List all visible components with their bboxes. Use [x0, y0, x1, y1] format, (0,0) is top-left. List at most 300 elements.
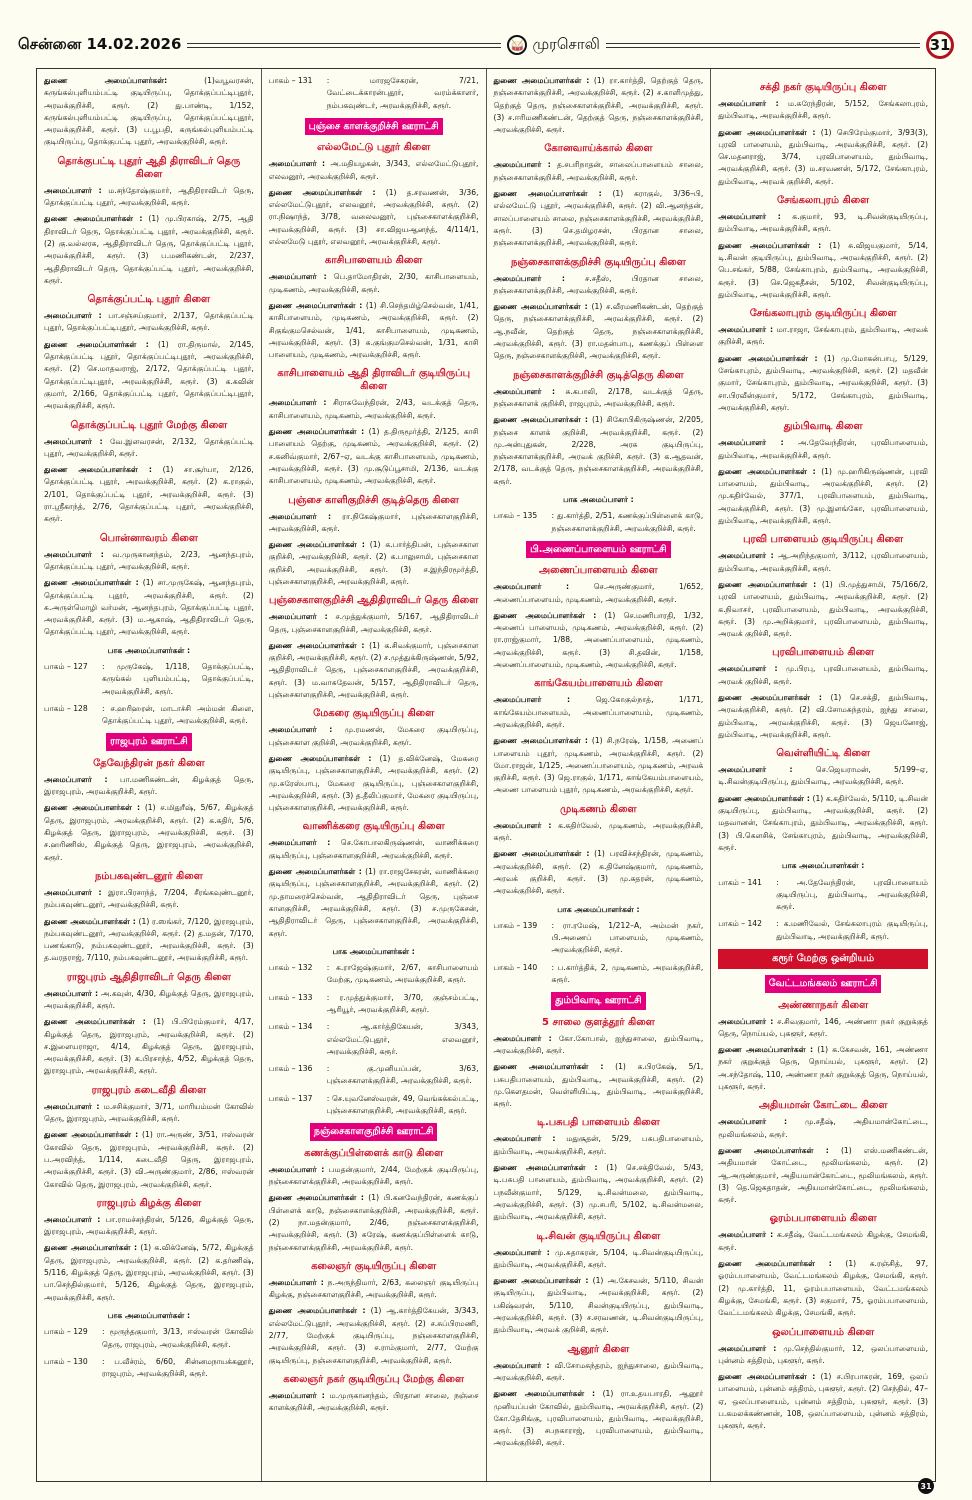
- branch-heading: தொக்குபட்டி புதூர் ஆதி திராவிடர் தெரு கிளை: [57, 155, 241, 180]
- branch-heading: கோனவாய்க்கால் கிளை: [544, 143, 653, 155]
- member-details: செ.ஜெயராமன், 5/199–ஏ, டி.சிவன்குடியிருப்பு, தும்பிவாடி, அரவக்குறிச்சி, கரூர்.: [718, 765, 928, 787]
- booth-number: பாகம் – 139: [493, 920, 538, 930]
- role-label: அமைப்பாளர் :: [718, 99, 779, 108]
- role-label: அமைப்பாளர் :: [44, 1101, 100, 1111]
- member-details: க.சதீஷ், வேட்டமங்கலம் கிழக்கு, சேமங்கி, கரூர்.: [718, 1230, 928, 1252]
- member-details: க.கதிர்வேல், முடிகணம், அரவக்குறிச்சி, கரூர்.: [493, 820, 704, 843]
- role-label: அமைப்பாளர் :: [44, 887, 102, 897]
- member-entry: [718, 692, 928, 741]
- role-label: அமைப்பாளர் :: [44, 311, 102, 321]
- role-label: துணை அமைப்பாளர்கள் :: [718, 353, 818, 363]
- section-subheading: பாக அமைப்பாளர்கள் :: [557, 904, 640, 914]
- member-entry: [718, 1016, 928, 1041]
- member-entry: [269, 1390, 479, 1415]
- member-details: (1) த.விக்னேஷ், மேகரை குடியிருப்பு, புஞ்சைகாளகுறிச்சி, அரவக்குறிச்சி, கரூர். (2) மு.சுரேஸ்பாபு, மேகரை குடியிருப்பு, புஞ்சைகாளகுறிச்சி, அரவக்குறிச்சி, கரூர். (3) த.தீலிப்குமார், மேகரை குடியிருப்பு, புஞ்சைகாளகுறிச்சி, அரவக்குறிச்சி, கரூர்.: [268, 753, 479, 813]
- role-label: துணை அமைப்பாளர்கள் :: [718, 692, 822, 702]
- member-entry: [718, 1258, 928, 1319]
- role-label: துணை அமைப்பாளர்கள் :: [493, 1062, 604, 1072]
- member-entry: [44, 774, 254, 799]
- member-entry: [718, 793, 928, 854]
- member-details: ஜெ.கோகுல்நாத், 1/171, காங்கேயம்பாளையம், அணைப்பாளையம், முடிகணம், அரவக்குறிச்சி, கரூர்.: [493, 695, 704, 729]
- member-entry: [44, 185, 254, 210]
- member-details: ச.முத்துக்குமார், 5/167, ஆதிதிராவிடர் தெரு, புஞ்சைகாளகுறிச்சி, அரவக்குறிச்சி, கரூர்.: [268, 612, 479, 634]
- member-entry: [269, 426, 479, 487]
- booth-number: பாகம் – 142: [718, 919, 762, 929]
- role-label: துணை அமைப்பாளர்கள் :: [493, 415, 588, 425]
- booth-organiser: : கு.முனியப்பன், 3/63, புஞ்சைகாளக்குறிச்சி, அரவக்குறிச்சி, கரூர்.: [326, 1064, 479, 1086]
- booth-number: பாகம் – 140: [493, 962, 538, 972]
- member-details: மு.சுதாகரன், 5/104, டி.சிவன்குடியிருப்பு, தும்பிவாடி, அரவக்குறிச்சி, கரூர்.: [493, 1247, 704, 1269]
- role-label: துணை அமைப்பாளர்கள் :: [493, 189, 602, 199]
- branch-heading: நம்பகவுண்டனூர் கிளை: [95, 870, 203, 882]
- member-entry: [44, 577, 254, 638]
- member-entry: [494, 820, 704, 845]
- booth-organiser: : ர.முத்துக்குமார், 3/70, குஞ்சம்பட்டி, ஆரியூர், அரவக்குறிச்சி, கரூர்.: [326, 992, 479, 1014]
- member-details: ரா.நிகேஷ்குமார், புஞ்சைகாளகுறிச்சி, அரவக்குறிச்சி, கரூர்.: [268, 511, 479, 533]
- panchayat-heading: நஞ்சைகாளகுறிச்சி ஊராட்சி: [310, 1123, 438, 1140]
- page-number-footer: 31: [918, 1478, 934, 1494]
- role-label: அமைப்பாளர் :: [268, 838, 331, 848]
- booth-entry: [44, 1356, 254, 1381]
- booth-entry: [494, 962, 704, 987]
- branch-heading: ஆனூர் கிளை: [567, 1343, 630, 1355]
- member-details: ந.அருந்திமார், 2/63, கலைஞர் குடியிருப்பு கிழக்கு, நஞ்சைகாளகுறிச்சி, அரவக்குறிச்சி, கரூர்.: [268, 1277, 479, 1300]
- edition-date: சென்னை 14.02.2026: [18, 35, 182, 53]
- role-label: அமைப்பாளர் :: [493, 386, 556, 396]
- role-label: அமைப்பாளர் :: [718, 664, 778, 674]
- member-entry: [44, 436, 254, 461]
- member-details: பா.மணிகண்டன், கிழக்குத் தெரு, இராஜபுரம், அரவக்குறிச்சி, கரூர்.: [44, 774, 254, 797]
- booth-organiser: : ரா.ரமேஷ், 1/212–A, அம்மன் நகர், பி.அணைப் பாளையம், முடிகணம், அரவக்குறிச்சி, கரூர்.: [551, 920, 704, 955]
- role-label: துணை அமைப்பாளர்கள் :: [718, 127, 816, 137]
- member-details: (1) மு.மோகன்பாபு, 5/129, சேங்காபுரம், தும்பிவாடி, அரவக்குறிச்சி, கரூர். (2) மதவீன் குமார், சேங்காபுரம், தும்பிவாடி, அரவக்குறிச்சி, கரூர். (3) சா.பிரவீன்குமார், 5/172, சேங்காபுரம், தும்பிவாடி, அரவக்குறிச்சி, கரூர்.: [718, 353, 928, 412]
- member-entry: [718, 1145, 928, 1206]
- branch-heading: ராஜபுரம் ஆதிதிராவிடர் தெரு கிளை: [66, 971, 231, 983]
- member-details: சிராசுவேந்திரன், 2/43, வடக்குத் தெரு, காசிபாளையம், முடிகணம், அரவக்குறிச்சி, கரூர்.: [268, 398, 479, 420]
- role-label: துணை அமைப்பாளர்கள் :: [718, 1372, 816, 1382]
- member-details: ம.முருகானந்தம், பிரதான சாலை, நஞ்சை காளக்குறிச்சி, அரவக்குறிச்சி, கரூர்.: [268, 1390, 479, 1413]
- member-details: (1) த.சரவணன், 3/36, எல்லமேட்டுபுதூர், எலவனூர், அரவக்குறிச்சி, கரூர். (2) ரா.நிஷாந்த், 3/78, வலைவனூர், புஞ்சைகாளக்குறிச்சி, அரவக்குறிச்சி, கரூர். (3) சா.விஜயஆனந்த், 4/114/1, எல்லமேடு புதூர், எலவனூர், அரவக்குறிச்சி, கரூர்.: [268, 187, 479, 247]
- booth-number: பாகம் – 131: [268, 76, 313, 85]
- member-details: (1) பி.முத்துசாமி, 75/166/2, புரவி பாளையம், தும்பிவாடி, அரவக்குறிச்சி, கரூர். (2) க.நிவாசர், புரவிபாளையம், தும்பிவாடி, அரவக்குறிச்சி, கரூர். (3) மு.அறிக்குமார், புரவிபாளையம், தும்பிவாடி, அரவக் குறிச்சி, கரூர்.: [718, 579, 928, 639]
- role-label: துணை அமைப்பாளர்கள் :: [44, 578, 139, 588]
- newspaper-name: [507, 35, 600, 55]
- booth-number: பாகம் – 128: [44, 703, 88, 713]
- member-entry: [44, 213, 254, 287]
- member-entry: [44, 464, 254, 525]
- booth-organiser: : ச.ஹரிஹரன், மாடாச்சி அம்மன் கிளை, தொக்குப்பட்டி புதூர், அரவக்குறிச்சி, கரூர்.: [102, 703, 254, 726]
- member-entry: [718, 1116, 928, 1141]
- member-details: ம.சந்தோஷ்குமார், ஆதிதிராவிடர் தெரு, தொக்குப்பட்டி புதூர், அரவக்குறிச்சி, கரூர்.: [44, 185, 254, 208]
- booth-organiser: : செ.யுவனேஸ்வரன், 49, வெங்கக்கல்பட்டி, புஞ்சைகாளகுறிச்சி, அரவக்குறிச்சி, கரூர்.: [326, 1093, 479, 1116]
- booth-organiser: : அ.தேவேந்திரன், புரவிபாளையம் குடியிருப்பு, தும்பிவாடி, அரவக்குறிச்சி, கரூர்.: [776, 877, 928, 912]
- branch-heading: கலைஞர் நகர் குடியிருப்பு மேற்கு கிளை: [283, 1373, 464, 1385]
- member-details: செ.கோபாலகிருஷ்ணன், வாணிக்கரை குடியிருப்பு, புஞ்சைகாளகுறிச்சி, அரவக்குறிச்சி, கரூர்.: [268, 838, 479, 860]
- booth-number: பாகம் – 134: [268, 1022, 313, 1032]
- role-label: துணை அமைப்பாளர்கள் :: [493, 302, 588, 312]
- role-label: துணை அமைப்பாளர்கள் :: [718, 793, 810, 803]
- member-entry: [718, 1343, 928, 1368]
- booth-organiser: : முருகேஷ், 1/118, தொக்குப்பட்டி, கருங்கல் புளியம்பட்டி, தொக்குப்பட்டி, அரவக்குறிச்சி, கரூர்.: [102, 661, 254, 696]
- member-entry: [269, 1164, 479, 1189]
- member-details: (1) க.சிவக்குமார், புஞ்சைகாள குறிச்சி, அரவக்குறிச்சி, கரூர். (2) ச.முத்துக்கிருஷ்ணன், 5/92, ஆதிதிராவிடர் தெரு, புஞ்சைகாளகுறிச்சி, அரவக்குறிச்சி, கரூர். (3) ம.வாசுதேவன், 5/157, ஆதிதிராவிடர் தெரு, புஞ்சைகாளகுறிச்சி, அரவக்குறிச்சி, கரூர்.: [268, 640, 479, 700]
- role-label: துணை அமைப்பாளர்கள்:: [44, 76, 168, 85]
- role-label: அமைப்பாளர் :: [268, 1164, 325, 1174]
- member-entry: [494, 159, 704, 184]
- section-subheading: பாக அமைப்பாளர் :: [563, 495, 634, 505]
- member-entry: [269, 837, 479, 862]
- branch-heading: சேங்கலாபுரம் குடியிருப்பு கிளை: [749, 308, 897, 320]
- member-details: (1) க.பார்த்திபன், புஞ்சைகாள குறிச்சி, அரவக்குறிச்சி, கரூர். (2) க.பாலுசாமி, புஞ்சைகாள குறிச்சி, அரவக்குறிச்சி, கரூர். (3) ச.இந்திரமூர்த்தி, புஞ்சைகாளகுறிச்சி, அரவக்குறிச்சி, கரூர்.: [268, 540, 479, 586]
- role-label: அமைப்பாளர் :: [493, 1360, 550, 1370]
- member-entry: [269, 611, 479, 636]
- branch-heading: டி.சிவன் குடியிருப்பு கிளை: [536, 1230, 661, 1242]
- section-subheading: பாக அமைப்பாளர்கள் :: [781, 861, 865, 871]
- role-label: அமைப்பாளர் :: [493, 695, 571, 705]
- member-entry: [44, 988, 254, 1013]
- member-entry: [44, 1214, 254, 1239]
- member-details: (1) செ.மணிபாரதி, 1/32, அணைப் பாளையம், முடிகணம், அரவக்குறிச்சி, கரூர். (2) ரா.ராஜ்குமார், 1/88, அணைப்பாளையம், முடிகணம், அரவக்குறிச்சி, கரூர். (3) சி.தவின், 1/158, அணைப்பாளையம், முடிகணம், அரவக்குறிச்சி, கரூர்.: [493, 610, 704, 670]
- member-details: (1) செ.சக்திவேல், 5/43, டி.பசுபதி பாளையம், தும்பிவாடி, அரவக்குறிச்சி, கரூர். (2) பநவீன்குமார், 5/129, டி.சிவன்மலை, தும்பிவாடி, அரவக்குறிச்சி, கரூர். (3) மு.சபரி, 5/102, டி.சிவன்மலை, தும்பிவாடி, அரவக்குறிச்சி, கரூர்.: [493, 1163, 704, 1222]
- role-label: துணை அமைப்பாளர்கள் :: [268, 540, 365, 550]
- member-details: வே.இளவரசன், 2/132, தொக்குப்பட்டி புதூர், அரவக்குறிச்சி, கரூர்.: [44, 436, 254, 458]
- member-entry: [718, 1371, 928, 1432]
- role-label: துணை அமைப்பாளர்கள் :: [493, 1389, 596, 1399]
- booth-organiser: : க.மணிவேல், சேங்கலாபுரம் குடியிருப்பு, தும்பிவாடி, அரவக்குறிச்சி, கரூர்.: [776, 919, 928, 941]
- article-frame: [36, 68, 936, 1482]
- member-entry: [494, 581, 704, 606]
- member-entry: [494, 273, 704, 298]
- member-details: (1) செபிரேம்குமார், 3/93(3), புரவி பாளையம், தும்பிவாடி, அரவக்குறிச்சி, கரூர். (2) செ.மதனராஜ், 3/74, புரவிபாளையம், தும்பிவாடி, அரவக்குறிச்சி, கரூர். (3) ம.சரவணன், 5/172, சேங்காபுரம், தும்பிவாடி, அரவக் குறிச்சி, கரூர்.: [718, 127, 929, 186]
- member-entry: [44, 802, 254, 863]
- member-details: பா.ராமச்சந்திரன், 5/126, கிழக்குத் தெரு, இராஜபுரம், அரவக்குறிச்சி, கரூர்.: [44, 1214, 254, 1237]
- member-details: (1) எஸ்.மணிகண்டன், அதியமான் கோட்டை, மூலிமங்கலம், கரூர். (2) ஆ.அருண்குமார், அதியமான்கோட்டை, மூலிமங்கலம், கரூர். (3) தெ.ஜெகதாதன், அதியமான்கோட்டை, மூலிமங்கலம், கரூர்.: [718, 1145, 929, 1205]
- member-details: (1) பி.பிரேம்குமார், 4/17, கிழக்குத் தெரு, இராஜபுரம், அரவக்குறிச்சி, கரூர். (2) ச.இளையராஜா, 4/14, கிழக்குத் தெரு, இராஜபுரம், அரவக்குறிச்சி, கரூர். (3) க.பிரசாந்த், 4/52, கிழக்குத் தெரு, இராஜபுரம், அரவக்குறிச்சி, கரூர்.: [44, 1017, 254, 1076]
- member-entry: [269, 271, 479, 296]
- member-entry: [269, 640, 479, 701]
- booth-entry: [269, 992, 479, 1017]
- member-entry: [269, 866, 479, 940]
- member-details: ச.சதீஸ், பிரதான சாலை, நஞ்சைகாளக்குறிச்சி, அரவக்குறிச்சி, கரூர்.: [493, 273, 704, 295]
- role-label: துணை அமைப்பாளர்கள் :: [268, 427, 365, 437]
- newspaper-title: முரசொலி: [532, 35, 600, 53]
- branch-heading: புஞ்சை காளிகுறிச்சி குடித்தெரு கிளை: [288, 494, 459, 506]
- role-label: அமைப்பாளர் :: [44, 988, 99, 998]
- role-label: துணை அமைப்பாளர்கள் :: [493, 1163, 598, 1173]
- member-details: (1) சு.விஜயகுமார், 5/14, டி.சிவன் குடியிருப்பு, தும்பிவாடி, அரவக்குறிச்சி, கரூர். (2) பெ.சங்கர், 5/88, சேங்காபுரம், தும்பிவாடி, அரவக்குறிச்சி, கரூர். (3) செ.ஜெகதீசன், 5/102, சிவன்குடியிருப்பு, தும்பிவாடி, அரவக்குறிச்சி, கரூர்.: [718, 240, 928, 299]
- member-entry: [269, 511, 479, 536]
- branch-heading: அதியமான் கோட்டை கிளை: [758, 1100, 888, 1112]
- role-label: அமைப்பாளர் :: [268, 398, 327, 408]
- booth-number: பாகம் – 133: [268, 992, 313, 1002]
- column-1: [37, 69, 262, 1481]
- branch-heading: புரவிபாளையம் கிளை: [772, 647, 875, 659]
- role-label: துணை அமைப்பாளர்கள் :: [268, 867, 362, 877]
- panchayat-heading: ராஜபுரம் ஊராட்சி: [106, 733, 192, 750]
- member-entry: [44, 310, 254, 335]
- role-label: அமைப்பாளர் :: [44, 774, 108, 784]
- role-label: துணை அமைப்பாளர்கள் :: [44, 1130, 139, 1140]
- role-label: அமைப்பாளர் :: [268, 159, 326, 169]
- member-entry: [718, 353, 928, 414]
- booth-organiser: : து.கார்த்தி, 2/51, கணக்குப்பிள்ளைக் காடு, நஞ்சைகாளக்குறிச்சி, அரவக்குறிச்சி, கரூர்.: [551, 511, 704, 533]
- branch-heading: அண்ணாநகர் கிளை: [778, 999, 869, 1011]
- member-details: (1) மு.பிரகாஷ், 2/75, ஆதி திராவிடர் தெரு, தொக்குப்பட்டி புதூர், அரவக்குறிச்சி, கரூர். (2) கு.வல்லரசு, ஆதிதிராவிடர் தெரு, தொக்குப்பட்டி புதூர், அரவக்குறிச்சி, கரூர். (3) ப.மணிகண்டன், 2/237, ஆதிதிராவிடர் தெரு, தொக்குப்பட்டி புதூர், அரவக்குறிச்சி, கரூர்.: [44, 214, 254, 285]
- booth-entry: [494, 920, 704, 957]
- member-details: (1) பி.கனவேந்திரன், கணக்குப் பிள்ளைக் காடு, நஞ்சைகாளக்குறிச்சி, அரவக்குறிச்சி, கரூர். (2) நா.மதன்குமார், 2/46, நஞ்சைகாளக்குறிச்சி, அரவக்குறிச்சி, கரூர். (3) சுரேஷ், கணக்குப்பிள்ளைக் காடு, நஞ்சைகாளக்குறிச்சி, அரவக்குறிச்சி, கரூர்.: [268, 1193, 479, 1252]
- member-entry: [44, 916, 254, 965]
- role-label: அமைப்பாளர் :: [718, 1016, 774, 1026]
- role-label: துணை அமைப்பாளர்கள் :: [44, 916, 136, 926]
- booth-entry: [718, 918, 928, 943]
- member-details: ம.சசிக்குமார், 3/71, மாரியம்மன் கோவில் தெரு, இராஜபுரம், அரவக்குறிச்சி, கரூர்.: [44, 1101, 254, 1124]
- role-label: அமைப்பாளர் :: [268, 272, 327, 282]
- member-details: மா.ராஜா, சேங்காபுரம், தும்பிவாடி, அரவக் குறிச்சி, கரூர்.: [718, 325, 928, 347]
- member-details: (1) ரா.ராஜசேகரன், வாணிக்கரை குடியிருப்பு, புஞ்சைகாளகுறிச்சி, அரவக்குறிச்சி, கரூர். (2) மு.தாமரைச்செல்வன், ஆதிதிராவிடர் தெரு, புஞ்சை காளகுறிச்சி, அரவக்குறிச்சி, கரூர். (3) ச.முருகேசன், ஆதிதிராவிடர் தெரு, புஞ்சைகாளகுறிச்சி, அரவக்குறிச்சி, கரூர்.: [268, 867, 479, 938]
- member-entry: [269, 1192, 479, 1253]
- role-label: துணை அமைப்பாளர்கள் :: [718, 466, 816, 476]
- member-entry: [44, 549, 254, 574]
- member-entry: [718, 211, 928, 236]
- member-entry: [718, 1229, 928, 1254]
- role-label: அமைப்பாளர் :: [268, 725, 333, 735]
- member-details: மு.பிரபு, புரவிபாளையம், தும்பிவாடி, அரவக் குறிச்சி, கரூர்.: [718, 664, 928, 686]
- booth-organiser: : ப.கார்த்திக், 2, முடிகணம், அரவக்குறிச்சி, கரூர்.: [551, 962, 704, 984]
- member-details: (1) ச.வீரமணிகண்டன், தெற்குத் தெரு, நஞ்சைகாளக்குறிச்சி, அரவக்குறிச்சி, கரூர். (2) ஆ.நவீன், தெற்குத் தெரு, நஞ்சைகாளக்குறிச்சி, அரவக்குறிச்சி, கரூர். (3) ரா.மதன்பாபு, கணக்குப் பிள்ளை தெரு, நஞ்சைகாளக்குறிச்சி, அரவக்குறிச்சி, கரூர்.: [493, 302, 704, 361]
- member-details: அ.மதியழகன், 3/343, எல்லமேட்டுபுதூர், எலவனூர், அரவக்குறிச்சி, கரூர்.: [268, 159, 479, 181]
- branch-heading: சக்தி நகர் குடியிருப்பு கிளை: [759, 82, 887, 93]
- member-details: (1) சி.நரேஷ், 1/158, அணைப் பாளையம் புதூர், முடிகணம், அரவக்குறிச்சி, கரூர். (2) மோ.ராஜன், 1/125, அணைப்பாளையம், முடிகணம், அரவக் குறிச்சி, கரூர். (3) ஜெ.ராகுல், 1/171, காங்கேயம்பாளையம், அணை பாளையம் புதூர், முடிகணம், அரவக்குறிச்சி, கரூர்.: [493, 736, 704, 795]
- member-details: செ.அருண்குமார், 1/652, அணைப்பாளையம், முடிகணம், அரவக்குறிச்சி, கரூர்.: [493, 582, 704, 604]
- member-entry: [718, 324, 928, 349]
- member-details: (1) சி.செந்தமிழ்செல்வன், 1/41, காசிபாளையம், முடிகணம், அரவக்குறிச்சி, கரூர். (2) சிகுங்குமசெல்வன், 1/41, காசிபாளையம், முடிகணம், அரவக்குறிச்சி, கரூர். (3) சு.குங்குமசெல்வன், 1/31, காசி பாளையம், முடிகணம், அரவக்குறிச்சி, கரூர்.: [268, 300, 479, 360]
- member-entry: [718, 764, 928, 789]
- role-label: அமைப்பாளர் :: [268, 1390, 325, 1400]
- branch-heading: புஞ்சைகாளகுறிச்சி ஆதிதிராவிடர் தெரு கிளை: [268, 595, 479, 607]
- column-4: [711, 69, 935, 1481]
- member-details: பெ.தாமோதிரன், 2/30, காசிபாளையம், முடிகணம், அரவக்குறிச்சி, கரூர்.: [268, 272, 479, 294]
- member-entry: [269, 300, 479, 361]
- member-details: மு.செந்தில்குமார், 12, ஒலப்பாளையம், புன்னம் சத்திரம், புகளூர், கரூர்.: [718, 1343, 928, 1365]
- branch-heading: வெள்ளியிட்டி கிளை: [776, 748, 871, 760]
- role-label: அமைப்பாளர் :: [493, 1134, 556, 1144]
- member-entry: [718, 466, 928, 527]
- member-details: (1) ர.ஸங்கர், 7/120, இராஜபுரம், நம்பகவுண்டனூர், அரவக்குறிச்சி, கரூர். (2) த.மதன், 7/170, பணங்காடு, நம்பகவுண்டனூர், அரவக்குறிச்சி, கரூர். (3) த.வரதராஜ், 7/110, நம்பகவுண்டனூர், அரவக்குறிச்சி, கரூர்.: [44, 916, 254, 963]
- member-details: (1) ச.மிதுரீஷ், 5/67, கிழக்குத் தெரு, இராஜபுரம், அரவக்குறிச்சி, கரூர். (2) க.கதிர், 5/6, கிழக்குத் தெரு, இராஜபுரம், அரவக்குறிச்சி, கரூர். (3) ச.ஹரிணிஸ், கிழக்குத் தெரு, இராஜபுரம், அரவக்குறிச்சி, கரூர்.: [44, 803, 254, 862]
- panchayat-heading: தும்பிவாடி ஊராட்சி: [551, 992, 645, 1009]
- member-details: மதுசூதன், 5/29, பசுபதிபாளையம், தும்பிவாடி, அரவக்குறிச்சி, கரூர்.: [493, 1134, 704, 1156]
- member-details: த.சபரிநாதன், சாலைப்பாளையம் சாலை, நஞ்சைகாளக்குறிச்சி, அரவக்குறிச்சி, கரூர்.: [493, 160, 704, 182]
- member-entry: [269, 1305, 479, 1366]
- role-label: அமைப்பாளர் :: [493, 582, 570, 592]
- member-entry: [44, 887, 254, 912]
- member-details: ச.சிவகுமார், 146, அண்ணா நகர் குறுக்குத் தெரு, நொய்யல், புகளூர், கரூர்.: [718, 1016, 928, 1038]
- role-label: துணை அமைப்பாளர்கள் :: [44, 339, 149, 349]
- role-label: அமைப்பாளர் :: [268, 1277, 324, 1287]
- role-label: அமைப்பாளர் :: [493, 273, 565, 283]
- section-subheading: பாக அமைப்பாளர்கள் :: [107, 645, 191, 655]
- booth-organiser: : க.ராஜேஷ்குமார், 2/67, காசிபாளையம் மேற்கு, முடிகணம், அரவக்குறிச்சி, கரூர்.: [326, 963, 479, 985]
- section-subheading: பாக அமைப்பாளர்கள் :: [107, 1310, 191, 1320]
- booth-entry: [269, 1021, 479, 1058]
- member-details: (1) த.திருமூர்த்தி, 2/125, காசி பாளையம் தெற்கு, முடிகணம், அரவக்குறிச்சி, கரூர். (2) ச.கனிவ்குமார், 2/67–ஏ, வடக்கு காசிபாளையம், முடிகணம், அரவக்குறிச்சி, கரூர். (3) மு.சூடுப்பூசாமி, 2/136, வடக்கு காசிபாளையம், முடிகணம், அரவக்குறிச்சி, கரூர்.: [268, 427, 479, 486]
- member-entry: [269, 1277, 479, 1302]
- role-label: துணை அமைப்பாளர்கள் :: [268, 640, 365, 650]
- member-details: (1) க.கதிர்வேல், 5/110, டி.சிவன் குடியிருப்பு, தும்பிவாடி, அரவக்குறிச்சி, கரூர். (2) மதவானன், சேங்காபுரம், தும்பிவாடி, அரவக்குறிச்சி, கரூர். (3) பி.கௌசிக், சேங்காபுரம், தும்பிவாடி, அரவக்குறிச்சி, கரூர்.: [718, 793, 929, 852]
- panchayat-heading: பி.அணைப்பாளையம் ஊராட்சி: [526, 541, 671, 558]
- member-details: சு.கபாலி, 2/178, வடக்குத் தெரு, நஞ்சைகாளக் குறிச்சி, ராஜபுரம், அரவக்குறிச்சி, கரூர்.: [493, 386, 704, 408]
- member-details: (1) ஆ.கார்த்திகேயன், 3/343, எல்லமேட்டுபுதூர், அரவக்குறிச்சி, கரூர். (2) ச.சுப்பிரமணி, 2/77, மேற்குக் குடியிருப்பு, நஞ்சைகாளகுறிச்சி, அரவக்குறிச்சி, கரூர். (3) ச.ராம்குமார், 2/77, மேற்கு குடியிருப்பு, நஞ்சைகாளகுறிச்சி, அரவக்குறிச்சி, கரூர்.: [268, 1306, 479, 1365]
- role-label: அமைப்பாளர் :: [493, 160, 551, 170]
- member-details: (1) கராகுல், 3/36–பி, எல்லமேட்டு புதூர், அரவக்குறிச்சி, கரூர். (2) வி.ஆனந்தன், சாலப்பாளையம் சாலை, நஞ்சைகாளக்குறிச்சி, அரவக்குறிச்சி, கரூர். (3) செ.தமிழரசன், பிரதான சாலை, நஞ்சைகாளக்குறிச்சி, அரவக்குறிச்சி, கரூர்.: [493, 189, 704, 248]
- branch-heading: அணைப்பாளையம் கிளை: [539, 565, 658, 577]
- member-details: (1) ச.பிரபாகரன், 169, ஒலப் பாளையம், புன்னம் சத்திரம், புகளூர், கரூர். (2) செந்தில், 47–ஏ, ஒலப்பாளையம், புன்னம் சத்திரம், புகளூர், கரூர். (3) ப.கமலக்கண்ணன், 108, ஒலப்பாளையம், புன்னம் சத்திரம், புகளூர், கரூர்.: [718, 1372, 928, 1431]
- role-label: துணை அமைப்பாளர்கள் :: [268, 1306, 366, 1316]
- role-label: அமைப்பாளர் :: [718, 438, 784, 448]
- member-entry: [494, 1247, 704, 1272]
- booth-entry: [269, 1093, 479, 1118]
- branch-heading: காசிபாளையம் ஆதி திராவிடர் குடியிருப்பு கிளை: [277, 368, 471, 393]
- member-details: (1) க.பிரகேஷ், 5/1, பசுபதிபாளையம், தும்பிவாடி, அரவக்குறிச்சி, கரூர். (2) மு.கௌதமன், வெள்ளியிட்டி, தும்பிவாடி, அரவக்குறிச்சி, கரூர்.: [493, 1062, 704, 1109]
- member-entry: [494, 386, 704, 411]
- member-entry: [494, 301, 704, 362]
- member-details: வ.முருகானந்தம், 2/23, ஆனந்தபுரம், தொக்குப்பட்டி புதூர், அரவக்குறிச்சி, கரூர்.: [44, 549, 254, 571]
- booth-organiser: : மூருந்தகுமார், 3/13, ஈஸ்வரன் கோவில் தெரு, ராஜபுரம், அரவக்குறிச்சி, கரூர்.: [102, 1327, 254, 1349]
- role-label: துணை அமைப்பாளர்கள் :: [268, 753, 372, 763]
- member-details: (1) செ.சக்தி, தும்பிவாடி, அரவக்குறிச்சி, கரூர். (2) வி.சோமசுந்தரம், ஐந்து சாலை, தும்பிவாடி, அரவக்குறிச்சி, கரூர். (3) ஜெயனோஜ், தும்பிவாடி, அரவக்குறிச்சி, கரூர்.: [718, 692, 928, 739]
- member-details: (1) பரவிச்சந்திரன், முடிகணம், அரவக்குறிச்சி, கரூர். (2) க.தினேஷ்குமார், முடிகணம், அரவக் குறிச்சி, கரூர். (3) மு.கதரன், முடிகணம், அரவக்குறிச்சி, கரூர்.: [493, 849, 704, 896]
- role-label: துணை அமைப்பாளர்கள் :: [44, 214, 143, 224]
- branch-heading: மேகரை குடியிருப்பு கிளை: [313, 708, 435, 720]
- member-entry: [494, 1388, 704, 1449]
- role-label: அமைப்பாளர் :: [44, 436, 103, 446]
- member-details: (1) ரா.கார்த்தி, தெற்குத் தெரு, நஞ்சைகாளக்குறிச்சி, அரவக்குறிச்சி, கரூர். (2) ச.காளிமுத்து, தெற்குத் தெரு, நஞ்சைகாளக்குறிச்சி, அரவக்குறிச்சி, கரூர். (3) ச.ஈரிமணிகண்டன், தெற்குத் தெரு, நஞ்சைகாளக்குறிச்சி, அரவக்குறிச்சி, கரூர்.: [493, 76, 704, 135]
- role-label: அமைப்பாளர் :: [268, 612, 328, 622]
- member-entry: [494, 1275, 704, 1336]
- branch-heading: நஞ்சைகாளக்குறிச்சி குடியிருப்பு கிளை: [510, 256, 686, 268]
- masthead: [18, 30, 954, 60]
- member-details: (1)வபூவரசன், கருங்கல்புளியம்பட்டி குடியிருப்பு, தொக்குப்பட்டிபுதூர், அரவக்குறிச்சி, கரூர். (2) து.பாண்டி, 1/152, கருங்கல்புளியம்பட்டி குடியிருப்பு, தொக்குப்பட்டிபுதூர், அரவக்குறிச்சி, கரூர். (3) ப.பூபதி, கருங்கல்புளியம்பட்டி குடியிருப்பு, தொக்குபட்டி புதூர், அரவக்குறிச்சி, கரூர்.: [44, 76, 254, 147]
- member-details: அ.கவுன், 4/30, கிழக்குத் தெரு, இராஜபுரம், அரவக்குறிச்சி, கரூர்.: [44, 988, 254, 1010]
- member-details: (1) அ.கேசவன், 5/110, சிவன் குடியிருப்பு, தும்பிவாடி, அரவக்குறிச்சி, கரூர். (2) பகிஷ்வரன், 5/110, சிவன்குடியிருப்பு, தும்பிவாடி, அரவக்குறிச்சி, கரூர். (3) ச.சரவணன், டி.சிவன்குடியிருப்பு, தும்பிவாடி, அரவக் குறிச்சி, கரூர்.: [493, 1276, 704, 1335]
- role-label: துணை அமைப்பாளர்கள் :: [493, 849, 590, 859]
- branch-heading: ராஜபுரம் கிழக்கு கிளை: [96, 1197, 202, 1209]
- booth-number: பாகம் – 135: [493, 511, 538, 521]
- role-label: அமைப்பாளர் :: [718, 1343, 777, 1353]
- member-entry: [718, 98, 928, 123]
- branch-heading: தொக்குப்பட்டி புதூர் கிளை: [87, 294, 211, 306]
- member-details: பமதன்குமார், 2/44, மேற்குக் குடியிருப்பு, நஞ்சைகாளக்குறிச்சி, அரவக்குறிச்சி, கரூர்.: [268, 1164, 479, 1187]
- booth-entry: [494, 510, 704, 535]
- member-entry: [44, 339, 254, 413]
- booth-number: பாகம் – 141: [718, 877, 762, 887]
- member-entry: [269, 158, 479, 183]
- member-entry: [494, 735, 704, 796]
- branch-heading: 5 சாலை குளத்தூர் கிளை: [542, 1016, 655, 1028]
- member-entry: [44, 1101, 254, 1126]
- branch-heading: காசிபாளையம் கிளை: [324, 255, 423, 267]
- booth-number: பாகம் – 127: [44, 661, 88, 671]
- role-label: துணை அமைப்பாளர்கள் :: [268, 300, 363, 310]
- member-entry: [494, 188, 704, 249]
- role-label: அமைப்பாளர் :: [718, 1230, 774, 1240]
- branch-heading: டி.பசுபதி பாளையம் கிளை: [536, 1117, 660, 1129]
- booth-organiser: : மாரஜசேகரன், 7/21, வேட்டைக்காரன்புதூர், வரம்க்காளர், நம்பகவுண்டர், அரவக்குறிச்சி, கரூர்.: [326, 76, 479, 110]
- member-entry: [269, 397, 479, 422]
- member-details: (1) ரா.உதயபாரதி, ஆனூர் முனியப்பன் கோவில், தும்பிவாடி, அரவக்குறிச்சி, கரூர். (2) கோ.தேசிங்கு, புரவிபாளையம், தும்பிவாடி, அரவக்குறிச்சி, கரூர். (3) சபநகாராஜ், புரவிபாளையம், தும்பிவாடி, அரவக்குறிச்சி, கரூர்.: [493, 1389, 704, 1448]
- role-label: அமைப்பாளர் :: [493, 1033, 552, 1043]
- member-entry: [718, 550, 928, 575]
- member-details: ம.சுரேந்திரன், 5/152, சேங்கலாபுரம், தும்பிவாடி, அரவக்குறிச்சி, கரூர்.: [718, 99, 928, 121]
- member-entry: [44, 1242, 254, 1303]
- branch-heading: கணக்குப்பிள்ளைக் காடு கிளை: [304, 1147, 444, 1159]
- member-details: (1) சிகோபிகிருஷ்ணன், 2/205, நஞ்சை காளக் குறிச்சி, அரவக்குறிச்சி, கரூர். (2) மு.அன்புதுகன், 2/228, அரசு குடியிருப்பு, நஞ்சைகாளக்குறிச்சி, அரவக் குறிச்சி, கரூர். (3) க.ஆதவன், 2/178, வடக்குத் தெரு, நஞ்சைகாளக்குறிச்சி, அரவக்குறிச்சி, கரூர்.: [493, 415, 704, 486]
- member-entry: [494, 1133, 704, 1158]
- branch-heading: காங்கேயம்பாளையம் கிளை: [534, 678, 663, 690]
- booth-organiser: : ஆ.கார்த்திகேயன், 3/343, எல்லமேட்டுபுதூர், எலவனூர், அரவக்குறிச்சி, கரூர்.: [326, 1022, 479, 1056]
- member-entry: [494, 1033, 704, 1058]
- member-details: பா.சஞ்சய்குமார், 2/137, தொக்குப்பட்டி புதூர், தொக்குப்பட்டிபுதூர், அரவக்குறிச்சி, கரூர்.: [44, 311, 254, 333]
- role-label: துணை அமைப்பாளர்கள் :: [268, 187, 376, 197]
- role-label: துணை அமைப்பாளர்கள் :: [493, 76, 590, 85]
- masthead-rule: [187, 43, 501, 48]
- branch-heading: தொக்குப்பட்டி புதூர் மேற்கு கிளை: [70, 419, 228, 431]
- role-label: அமைப்பாளர் :: [718, 1117, 788, 1127]
- member-details: (1) க.கேசவன், 161, அண்ணா நகர் குறுக்குத் தெரு, நொய்யல், புகளூர், கரூர். (2) அ.சந்தோஷ், 110, அண்ணா நகர் குறுக்குத் தெரு, நொய்யல், புகளூர், கரூர்.: [718, 1045, 928, 1092]
- member-entry: [494, 1162, 704, 1223]
- member-details: (1) சா.சூர்யா, 2/126, தொக்குப்பட்டி புதூர், அரவக்குறிச்சி, கரூர். (2) க.ராகுல், 2/101, தொக்குப்பட்டி புதூர், அரவக்குறிச்சி, கரூர். (3) ரா.ஸ்ரீகாந்த், 2/76, தொக்குப்பட்டி புதூர், அரவக்குறிச்சி, கரூர்.: [44, 465, 254, 524]
- role-label: துணை அமைப்பாளர்கள் :: [44, 1017, 146, 1027]
- branch-heading: எல்லமேட்டு புதூர் கிளை: [316, 142, 431, 154]
- role-label: துணை அமைப்பாளர்கள் :: [44, 803, 141, 813]
- branch-heading: ராஜபுரம் கடைவீதி கிளை: [91, 1084, 207, 1096]
- member-details: ஆ.அறிந்தகுமார், 3/112, புரவிபாளையம், தும்பிவாடி, அரவக்குறிச்சி, கரூர்.: [718, 551, 928, 573]
- role-label: துணை அமைப்பாளர்கள் :: [718, 240, 822, 250]
- member-entry: [718, 579, 928, 640]
- role-label: துணை அமைப்பாளர்கள் :: [493, 736, 588, 746]
- role-label: துணை அமைப்பாளர்கள் :: [718, 579, 817, 589]
- role-label: அமைப்பாளர் :: [44, 185, 102, 195]
- branch-heading: கலைஞர் குடியிருப்பு கிளை: [311, 1260, 437, 1272]
- branch-heading: நஞ்சைகாளக்குறிச்சி குடித்தெரு கிளை: [513, 369, 684, 381]
- role-label: அமைப்பாளர் :: [44, 549, 104, 559]
- member-details: (1) ரா.திருமால், 2/145, தொக்குப்பட்டி புதூர், தொக்குப்பட்டிபுதூர், அரவக்குறிச்சி, கரூர். (2) செ.மாதவராஜ், 2/172, தொக்குப்பட்டி புதூர், தொக்குப்பட்டிபுதூர், அரவக்குறிச்சி, கரூர். (3) க.கவின் குமார், 2/166, தொக்குப்பட்டி புதூர், தொக்குப்பட்டிபுதூர், அரவக்குறிச்சி, கரூர்.: [44, 339, 254, 411]
- branch-heading: தும்பிவாடி கிளை: [783, 421, 863, 433]
- branch-heading: ஓரம்பபாளையம் கிளை: [769, 1213, 877, 1225]
- member-entry: [494, 694, 704, 731]
- member-details: (1) சா.முருகேஷ், ஆனந்தபுரம், தொக்குப்பட்டி புதூர், அரவக்குறிச்சி, கரூர். (2) சு.அருள்மொழி வர்மன், ஆனந்தபுரம், தொக்குப்பட்டி புதூர், அரவக்குறிச்சி, கரூர். (3) ம.ஆகாஷ், ஆதிதிராவிடர் தெரு, தொக்குப்பட்டி புதூர், அரவக்குறிச்சி, கரூர்.: [44, 578, 254, 637]
- role-label: துணை அமைப்பாளர்கள் :: [44, 1243, 138, 1253]
- role-label: துணை அமைப்பாளர்கள் :: [493, 1276, 589, 1286]
- branch-heading: வாணிக்கரை குடியிருப்பு கிளை: [302, 821, 445, 833]
- member-details: வி.சோமசுந்தரம், ஐந்துசாலை, தும்பிவாடி, அரவக்குறிச்சி, கரூர்.: [493, 1360, 704, 1382]
- role-label: அமைப்பாளர் :: [718, 212, 781, 222]
- member-details: மு.ரமணன், மேகரை குடியிருப்பு, புஞ்சைகாள குறிச்சி, அரவக்குறிச்சி, கரூர்.: [268, 725, 479, 747]
- member-entry: [44, 1016, 254, 1077]
- member-entry: [269, 539, 479, 588]
- member-details: (1) க.விக்னேஷ், 5/72, கிழக்குத் தெரு, இராஜபுரம், அரவக்குறிச்சி, கரூர். (2) க.தர்ணிஷ், 5/116, கிழக்குத் தெரு, இராஜபுரம், அரவக்குறிச்சி, கரூர். (3) பா.செந்தில்குமார், 5/126, கிழக்குத் தெரு, இராஜபுரம், அரவக்குறிச்சி, கரூர்.: [44, 1243, 254, 1302]
- booth-number: பாகம் – 137: [268, 1093, 313, 1103]
- member-entry: [269, 187, 479, 248]
- member-details: (1) ரா.அருண், 3/51, ஈஸ்வரன் கோவில் தெரு, இராஜபுரம், அரவக்குறிச்சி, கரூர். (2) ப.அரவிந்த், 1/114, கடைவீதி தெரு, இராஜபுரம், அரவக்குறிச்சி, கரூர். (3) வி.அருண்குமார், 2/86, ஈஸ்வரன் கோவில் தெரு, இராஜபுரம், அரவக்குறிச்சி, கரூர்.: [44, 1130, 254, 1189]
- branch-heading: ஒலப்பாளையம் கிளை: [772, 1326, 875, 1338]
- booth-entry: [44, 661, 254, 698]
- member-entry: [269, 753, 479, 814]
- booth-organiser: : ப.வீச்ரம், 6/60, சின்னமநாயக்கனூர், ராஜபுரம், அரவக்குறிச்சி, கரூர்.: [102, 1356, 254, 1379]
- member-details: (1) க.ரஞ்சித், 97, ஓரம்பபாளையம், வேட்டமங்கலம் கிழக்கு, சேமங்கி, கரூர். (2) மு.கார்த்தி, 11, ஓரம்பபாளையம், வேட்டமங்கலம் கிழக்கு, சேமங்கி, கரூர். (3) சகுமார், 75, ஓரம்பபாளையம், வேட்டமங்கலம் கிழக்கு, சேமங்கி, கரூர்.: [718, 1259, 928, 1318]
- member-entry: [494, 414, 704, 488]
- member-entry: [494, 848, 704, 897]
